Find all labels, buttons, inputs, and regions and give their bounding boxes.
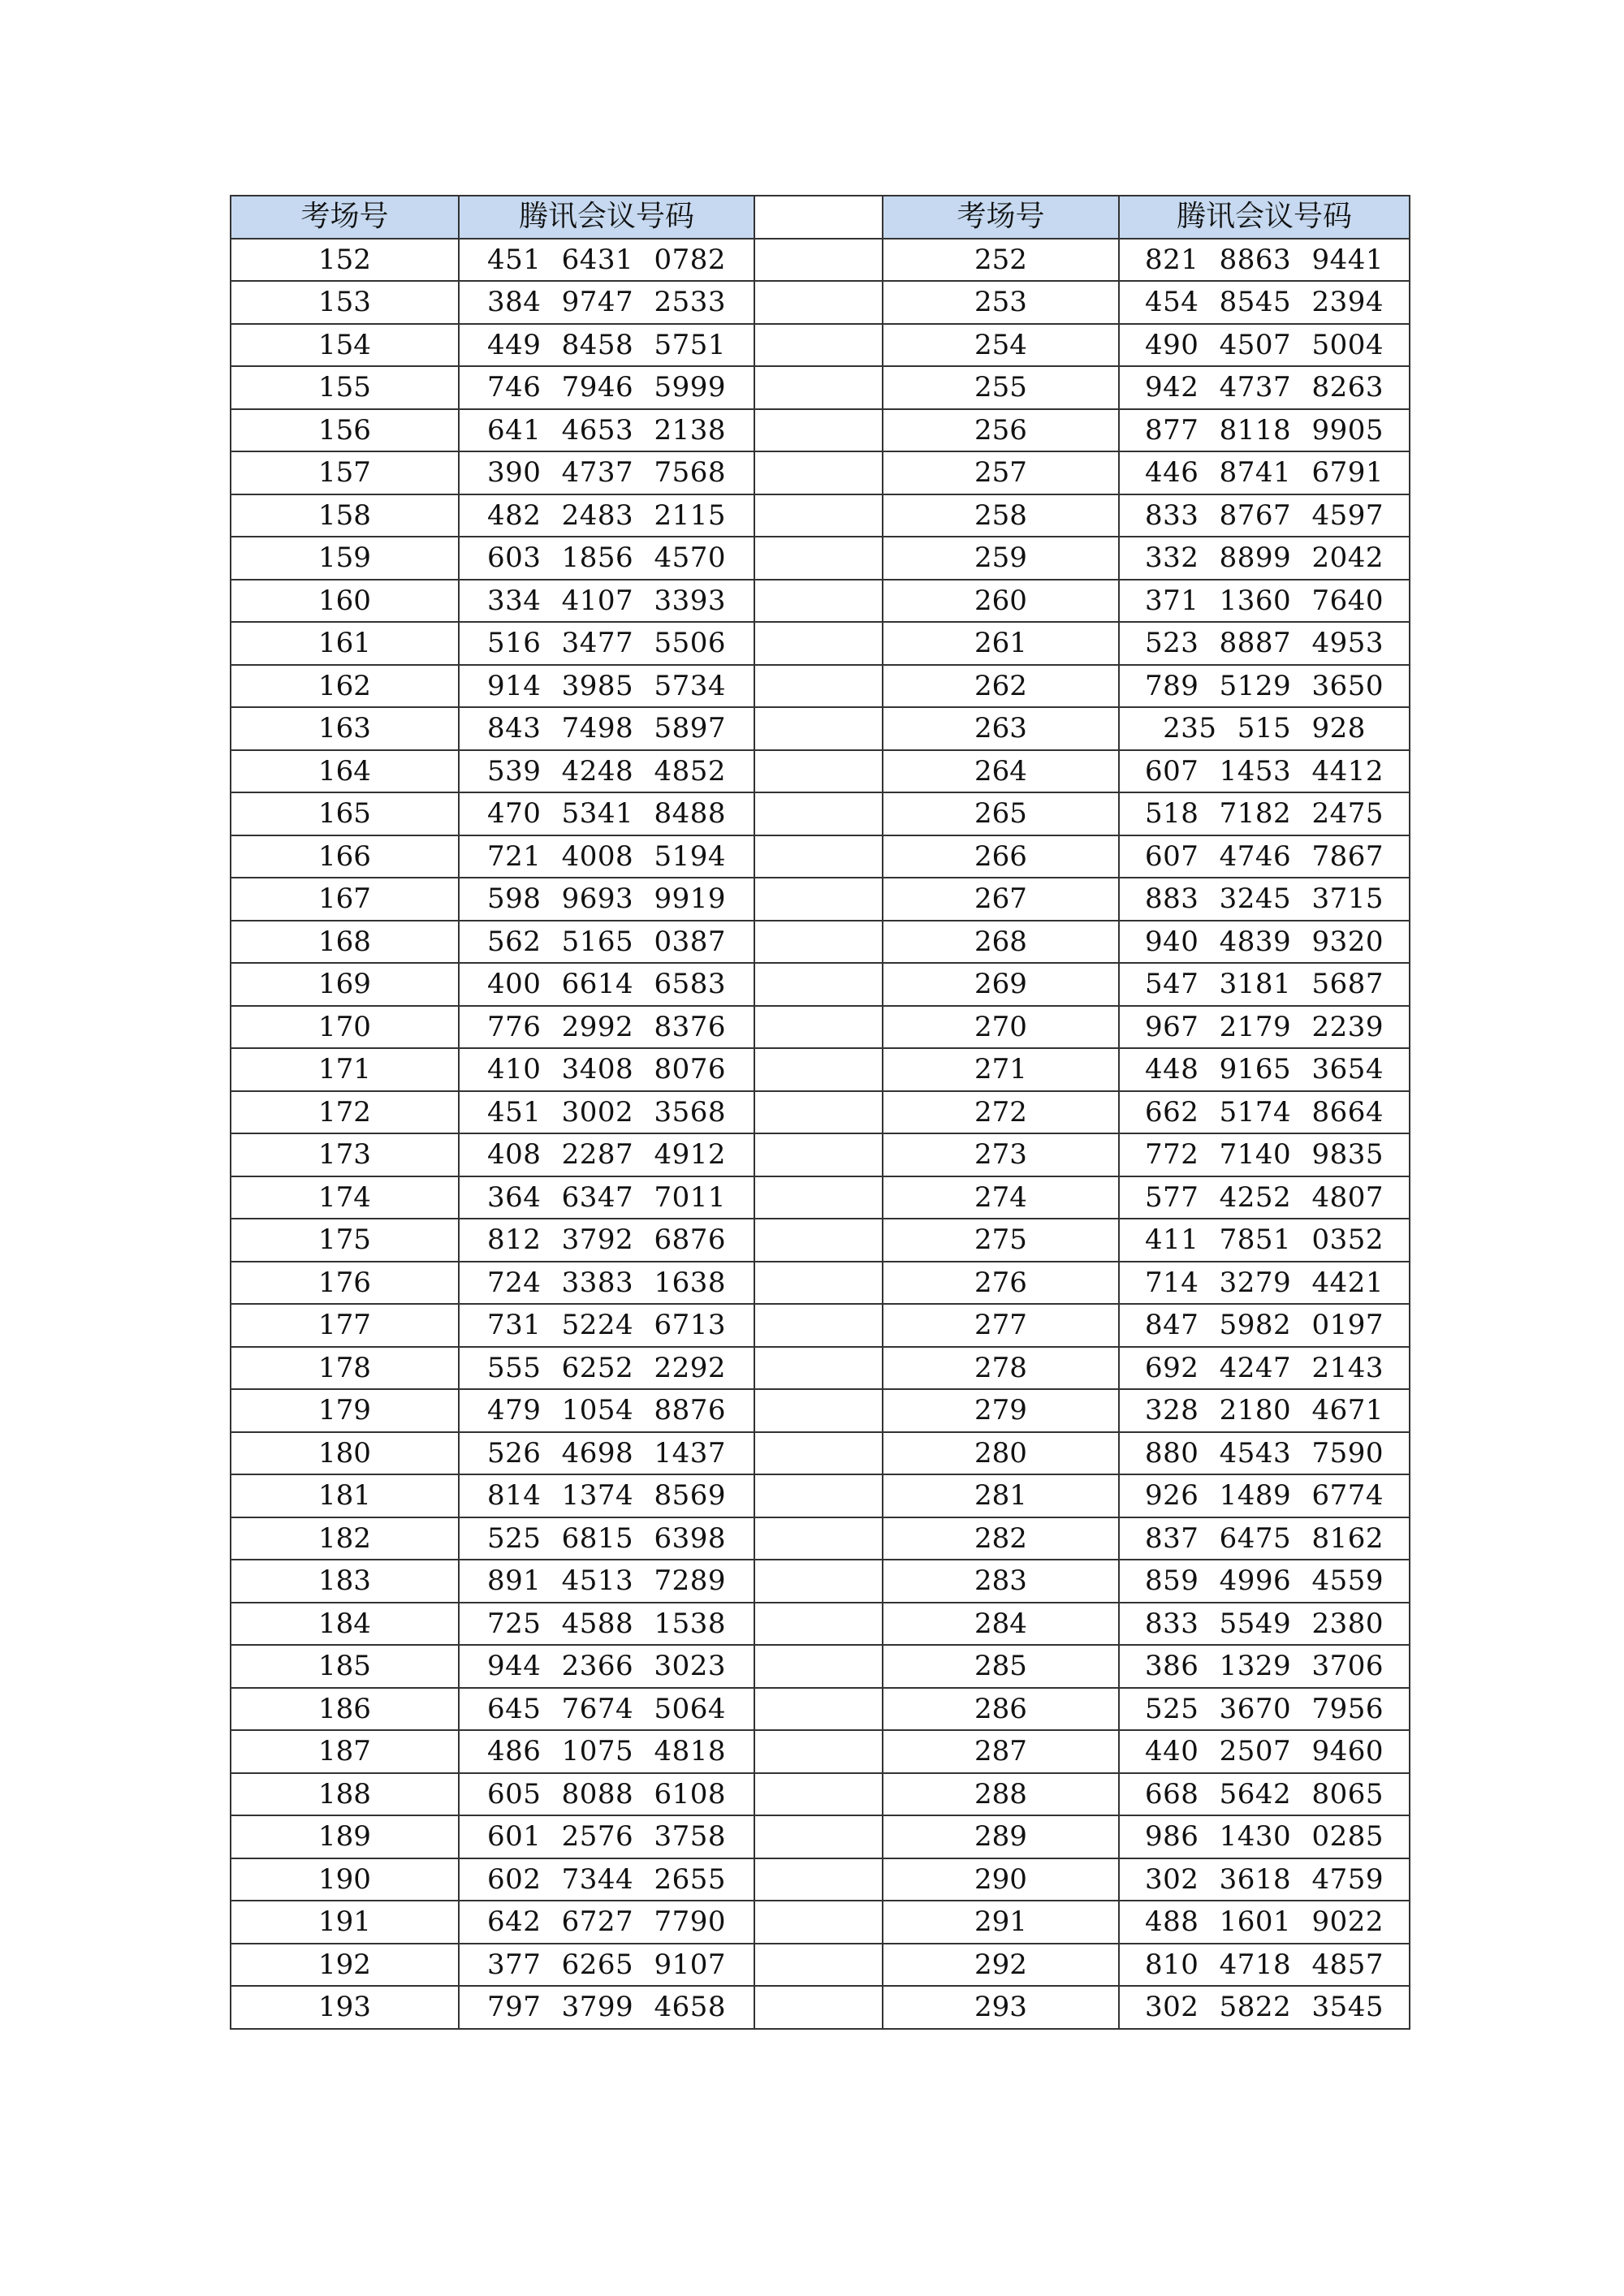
left-meeting-code-cell: 602 7344 2655 (459, 1858, 754, 1901)
gap-cell (754, 1432, 883, 1475)
left-room-cell: 176 (231, 1262, 459, 1305)
table-header (231, 196, 1410, 239)
gap-cell (754, 1474, 883, 1517)
left-room-cell: 188 (231, 1773, 459, 1816)
left-meeting-code-cell: 725 4588 1538 (459, 1603, 754, 1646)
left-room-cell: 171 (231, 1048, 459, 1091)
right-meeting-code-cell: 940 4839 9320 (1119, 921, 1410, 964)
right-room-cell: 286 (883, 1688, 1119, 1731)
gap-cell (754, 1603, 883, 1646)
right-room-cell: 273 (883, 1133, 1119, 1176)
gap-cell (754, 963, 883, 1006)
gap-cell (754, 1091, 883, 1134)
left-meeting-code-cell: 525 6815 6398 (459, 1517, 754, 1560)
right-meeting-code-cell: 302 3618 4759 (1119, 1858, 1410, 1901)
header-left-code: 腾讯会议号码 (459, 196, 754, 239)
left-room-cell: 177 (231, 1304, 459, 1347)
right-meeting-code-cell: 714 3279 4421 (1119, 1262, 1410, 1305)
left-meeting-code-cell: 724 3383 1638 (459, 1262, 754, 1305)
right-room-cell: 275 (883, 1219, 1119, 1262)
gap-cell (754, 494, 883, 537)
right-meeting-code-cell: 518 7182 2475 (1119, 792, 1410, 835)
right-meeting-code-cell: 371 1360 7640 (1119, 580, 1410, 623)
gap-cell (754, 239, 883, 282)
right-meeting-code-cell: 577 4252 4807 (1119, 1176, 1410, 1219)
gap-cell (754, 1347, 883, 1390)
table-row (231, 1901, 1410, 1944)
gap-cell (754, 1389, 883, 1432)
right-room-cell: 254 (883, 324, 1119, 367)
table-row (231, 1304, 1410, 1347)
left-meeting-code-cell: 539 4248 4852 (459, 750, 754, 793)
left-meeting-code-cell: 451 3002 3568 (459, 1091, 754, 1134)
table-row (231, 1048, 1410, 1091)
meeting-code-table (230, 195, 1410, 2030)
right-room-cell: 257 (883, 451, 1119, 494)
right-meeting-code-cell: 302 5822 3545 (1119, 1986, 1410, 2029)
header-row (231, 196, 1410, 239)
right-room-cell: 260 (883, 580, 1119, 623)
header-right-code: 腾讯会议号码 (1119, 196, 1410, 239)
left-meeting-code-cell: 408 2287 4912 (459, 1133, 754, 1176)
right-meeting-code-cell: 942 4737 8263 (1119, 366, 1410, 409)
left-meeting-code-cell: 449 8458 5751 (459, 324, 754, 367)
left-room-cell: 161 (231, 622, 459, 665)
table-row (231, 1474, 1410, 1517)
left-room-cell: 154 (231, 324, 459, 367)
left-meeting-code-cell: 814 1374 8569 (459, 1474, 754, 1517)
left-meeting-code-cell: 797 3799 4658 (459, 1986, 754, 2029)
gap-cell (754, 750, 883, 793)
table-row (231, 1091, 1410, 1134)
gap-cell (754, 792, 883, 835)
left-meeting-code-cell: 516 3477 5506 (459, 622, 754, 665)
left-room-cell: 156 (231, 409, 459, 452)
left-meeting-code-cell: 746 7946 5999 (459, 366, 754, 409)
right-meeting-code-cell: 440 2507 9460 (1119, 1730, 1410, 1773)
right-room-cell: 281 (883, 1474, 1119, 1517)
gap-cell (754, 1006, 883, 1049)
left-meeting-code-cell: 598 9693 9919 (459, 878, 754, 921)
table-row (231, 835, 1410, 878)
left-room-cell: 174 (231, 1176, 459, 1219)
right-meeting-code-cell: 810 4718 4857 (1119, 1944, 1410, 1987)
gap-cell (754, 1730, 883, 1773)
right-meeting-code-cell: 607 1453 4412 (1119, 750, 1410, 793)
left-meeting-code-cell: 364 6347 7011 (459, 1176, 754, 1219)
left-room-cell: 166 (231, 835, 459, 878)
right-meeting-code-cell: 880 4543 7590 (1119, 1432, 1410, 1475)
left-meeting-code-cell: 482 2483 2115 (459, 494, 754, 537)
right-meeting-code-cell: 967 2179 2239 (1119, 1006, 1410, 1049)
left-room-cell: 160 (231, 580, 459, 623)
table-body (231, 239, 1410, 2029)
left-room-cell: 182 (231, 1517, 459, 1560)
right-meeting-code-cell: 789 5129 3650 (1119, 665, 1410, 708)
table-row (231, 1730, 1410, 1773)
table-row (231, 494, 1410, 537)
gap-cell (754, 324, 883, 367)
table-row (231, 963, 1410, 1006)
gap-cell (754, 1901, 883, 1944)
gap-cell (754, 1048, 883, 1091)
left-meeting-code-cell: 843 7498 5897 (459, 707, 754, 750)
right-meeting-code-cell: 386 1329 3706 (1119, 1645, 1410, 1688)
right-room-cell: 289 (883, 1815, 1119, 1858)
right-room-cell: 253 (883, 281, 1119, 324)
left-room-cell: 178 (231, 1347, 459, 1390)
right-meeting-code-cell: 454 8545 2394 (1119, 281, 1410, 324)
table-row (231, 1432, 1410, 1475)
gap-cell (754, 1858, 883, 1901)
right-room-cell: 262 (883, 665, 1119, 708)
right-room-cell: 255 (883, 366, 1119, 409)
left-room-cell: 163 (231, 707, 459, 750)
right-meeting-code-cell: 488 1601 9022 (1119, 1901, 1410, 1944)
right-room-cell: 272 (883, 1091, 1119, 1134)
right-room-cell: 290 (883, 1858, 1119, 1901)
right-room-cell: 264 (883, 750, 1119, 793)
right-room-cell: 270 (883, 1006, 1119, 1049)
gap-cell (754, 1815, 883, 1858)
left-room-cell: 157 (231, 451, 459, 494)
right-meeting-code-cell: 547 3181 5687 (1119, 963, 1410, 1006)
right-meeting-code-cell: 525 3670 7956 (1119, 1688, 1410, 1731)
left-room-cell: 179 (231, 1389, 459, 1432)
right-room-cell: 285 (883, 1645, 1119, 1688)
gap-cell (754, 1176, 883, 1219)
left-meeting-code-cell: 470 5341 8488 (459, 792, 754, 835)
right-room-cell: 259 (883, 537, 1119, 580)
right-room-cell: 263 (883, 707, 1119, 750)
left-room-cell: 168 (231, 921, 459, 964)
left-meeting-code-cell: 334 4107 3393 (459, 580, 754, 623)
right-meeting-code-cell: 821 8863 9441 (1119, 239, 1410, 282)
right-room-cell: 267 (883, 878, 1119, 921)
left-meeting-code-cell: 479 1054 8876 (459, 1389, 754, 1432)
left-meeting-code-cell: 451 6431 0782 (459, 239, 754, 282)
table-row (231, 580, 1410, 623)
left-room-cell: 159 (231, 537, 459, 580)
right-room-cell: 278 (883, 1347, 1119, 1390)
left-room-cell: 172 (231, 1091, 459, 1134)
left-room-cell: 183 (231, 1560, 459, 1603)
header-gap (754, 196, 883, 239)
right-meeting-code-cell: 668 5642 8065 (1119, 1773, 1410, 1816)
left-room-cell: 187 (231, 1730, 459, 1773)
table-row (231, 1517, 1410, 1560)
right-room-cell: 280 (883, 1432, 1119, 1475)
table-row (231, 366, 1410, 409)
table-row (231, 622, 1410, 665)
gap-cell (754, 537, 883, 580)
table-row (231, 281, 1410, 324)
table-row (231, 1133, 1410, 1176)
gap-cell (754, 1986, 883, 2029)
gap-cell (754, 281, 883, 324)
gap-cell (754, 665, 883, 708)
right-meeting-code-cell: 847 5982 0197 (1119, 1304, 1410, 1347)
right-room-cell: 284 (883, 1603, 1119, 1646)
left-room-cell: 158 (231, 494, 459, 537)
left-room-cell: 164 (231, 750, 459, 793)
right-meeting-code-cell: 833 8767 4597 (1119, 494, 1410, 537)
header-right-room: 考场号 (883, 196, 1119, 239)
left-room-cell: 167 (231, 878, 459, 921)
left-room-cell: 191 (231, 1901, 459, 1944)
left-meeting-code-cell: 914 3985 5734 (459, 665, 754, 708)
right-meeting-code-cell: 490 4507 5004 (1119, 324, 1410, 367)
gap-cell (754, 921, 883, 964)
table-row (231, 324, 1410, 367)
right-meeting-code-cell: 986 1430 0285 (1119, 1815, 1410, 1858)
table-row (231, 921, 1410, 964)
table-row (231, 665, 1410, 708)
right-room-cell: 292 (883, 1944, 1119, 1987)
table-row (231, 1006, 1410, 1049)
gap-cell (754, 1773, 883, 1816)
table-row (231, 750, 1410, 793)
left-room-cell: 165 (231, 792, 459, 835)
left-meeting-code-cell: 410 3408 8076 (459, 1048, 754, 1091)
left-room-cell: 155 (231, 366, 459, 409)
right-meeting-code-cell: 607 4746 7867 (1119, 835, 1410, 878)
right-room-cell: 276 (883, 1262, 1119, 1305)
right-room-cell: 256 (883, 409, 1119, 452)
right-room-cell: 271 (883, 1048, 1119, 1091)
right-meeting-code-cell: 235 515 928 (1119, 707, 1410, 750)
gap-cell (754, 707, 883, 750)
right-room-cell: 287 (883, 1730, 1119, 1773)
right-meeting-code-cell: 411 7851 0352 (1119, 1219, 1410, 1262)
right-meeting-code-cell: 772 7140 9835 (1119, 1133, 1410, 1176)
right-meeting-code-cell: 837 6475 8162 (1119, 1517, 1410, 1560)
table-row (231, 1858, 1410, 1901)
right-room-cell: 283 (883, 1560, 1119, 1603)
table-row (231, 1560, 1410, 1603)
table-row (231, 451, 1410, 494)
table-row (231, 1347, 1410, 1390)
right-room-cell: 274 (883, 1176, 1119, 1219)
right-room-cell: 252 (883, 239, 1119, 282)
left-meeting-code-cell: 641 4653 2138 (459, 409, 754, 452)
left-meeting-code-cell: 731 5224 6713 (459, 1304, 754, 1347)
table-row (231, 1815, 1410, 1858)
gap-cell (754, 366, 883, 409)
table-row (231, 878, 1410, 921)
right-meeting-code-cell: 877 8118 9905 (1119, 409, 1410, 452)
gap-cell (754, 1645, 883, 1688)
left-room-cell: 190 (231, 1858, 459, 1901)
gap-cell (754, 451, 883, 494)
left-meeting-code-cell: 645 7674 5064 (459, 1688, 754, 1731)
gap-cell (754, 1262, 883, 1305)
left-meeting-code-cell: 377 6265 9107 (459, 1944, 754, 1987)
right-room-cell: 265 (883, 792, 1119, 835)
left-meeting-code-cell: 555 6252 2292 (459, 1347, 754, 1390)
left-room-cell: 192 (231, 1944, 459, 1987)
left-room-cell: 189 (231, 1815, 459, 1858)
right-meeting-code-cell: 692 4247 2143 (1119, 1347, 1410, 1390)
table-row (231, 1389, 1410, 1432)
left-meeting-code-cell: 812 3792 6876 (459, 1219, 754, 1262)
gap-cell (754, 1219, 883, 1262)
right-room-cell: 261 (883, 622, 1119, 665)
left-room-cell: 186 (231, 1688, 459, 1731)
table-row (231, 409, 1410, 452)
left-room-cell: 193 (231, 1986, 459, 2029)
left-meeting-code-cell: 605 8088 6108 (459, 1773, 754, 1816)
left-room-cell: 152 (231, 239, 459, 282)
left-meeting-code-cell: 384 9747 2533 (459, 281, 754, 324)
table-row (231, 792, 1410, 835)
table-row (231, 239, 1410, 282)
right-room-cell: 291 (883, 1901, 1119, 1944)
right-room-cell: 282 (883, 1517, 1119, 1560)
left-room-cell: 175 (231, 1219, 459, 1262)
right-room-cell: 258 (883, 494, 1119, 537)
right-room-cell: 266 (883, 835, 1119, 878)
left-room-cell: 153 (231, 281, 459, 324)
right-meeting-code-cell: 859 4996 4559 (1119, 1560, 1410, 1603)
gap-cell (754, 835, 883, 878)
gap-cell (754, 1688, 883, 1731)
right-room-cell: 293 (883, 1986, 1119, 2029)
left-room-cell: 170 (231, 1006, 459, 1049)
right-meeting-code-cell: 446 8741 6791 (1119, 451, 1410, 494)
right-meeting-code-cell: 448 9165 3654 (1119, 1048, 1410, 1091)
right-room-cell: 269 (883, 963, 1119, 1006)
right-room-cell: 268 (883, 921, 1119, 964)
left-meeting-code-cell: 390 4737 7568 (459, 451, 754, 494)
left-meeting-code-cell: 601 2576 3758 (459, 1815, 754, 1858)
header-left-room: 考场号 (231, 196, 459, 239)
gap-cell (754, 1133, 883, 1176)
right-room-cell: 288 (883, 1773, 1119, 1816)
left-meeting-code-cell: 603 1856 4570 (459, 537, 754, 580)
left-meeting-code-cell: 944 2366 3023 (459, 1645, 754, 1688)
table-row (231, 1603, 1410, 1646)
table-row (231, 707, 1410, 750)
right-meeting-code-cell: 883 3245 3715 (1119, 878, 1410, 921)
table-row (231, 1176, 1410, 1219)
left-meeting-code-cell: 562 5165 0387 (459, 921, 754, 964)
left-room-cell: 162 (231, 665, 459, 708)
gap-cell (754, 1560, 883, 1603)
left-meeting-code-cell: 721 4008 5194 (459, 835, 754, 878)
left-meeting-code-cell: 642 6727 7790 (459, 1901, 754, 1944)
right-meeting-code-cell: 833 5549 2380 (1119, 1603, 1410, 1646)
left-meeting-code-cell: 526 4698 1437 (459, 1432, 754, 1475)
right-meeting-code-cell: 523 8887 4953 (1119, 622, 1410, 665)
left-meeting-code-cell: 400 6614 6583 (459, 963, 754, 1006)
table-row (231, 1688, 1410, 1731)
table-row (231, 1944, 1410, 1987)
gap-cell (754, 1517, 883, 1560)
right-meeting-code-cell: 328 2180 4671 (1119, 1389, 1410, 1432)
table-row (231, 1986, 1410, 2029)
gap-cell (754, 1304, 883, 1347)
left-meeting-code-cell: 891 4513 7289 (459, 1560, 754, 1603)
right-meeting-code-cell: 926 1489 6774 (1119, 1474, 1410, 1517)
right-room-cell: 279 (883, 1389, 1119, 1432)
gap-cell (754, 1944, 883, 1987)
right-meeting-code-cell: 332 8899 2042 (1119, 537, 1410, 580)
left-room-cell: 169 (231, 963, 459, 1006)
left-room-cell: 180 (231, 1432, 459, 1475)
right-room-cell: 277 (883, 1304, 1119, 1347)
gap-cell (754, 622, 883, 665)
left-room-cell: 173 (231, 1133, 459, 1176)
table-row (231, 1645, 1410, 1688)
table-row (231, 1219, 1410, 1262)
left-room-cell: 185 (231, 1645, 459, 1688)
table-row (231, 1773, 1410, 1816)
gap-cell (754, 580, 883, 623)
left-room-cell: 181 (231, 1474, 459, 1517)
left-meeting-code-cell: 776 2992 8376 (459, 1006, 754, 1049)
gap-cell (754, 878, 883, 921)
right-meeting-code-cell: 662 5174 8664 (1119, 1091, 1410, 1134)
table-row (231, 1262, 1410, 1305)
left-meeting-code-cell: 486 1075 4818 (459, 1730, 754, 1773)
gap-cell (754, 409, 883, 452)
left-room-cell: 184 (231, 1603, 459, 1646)
table-row (231, 537, 1410, 580)
